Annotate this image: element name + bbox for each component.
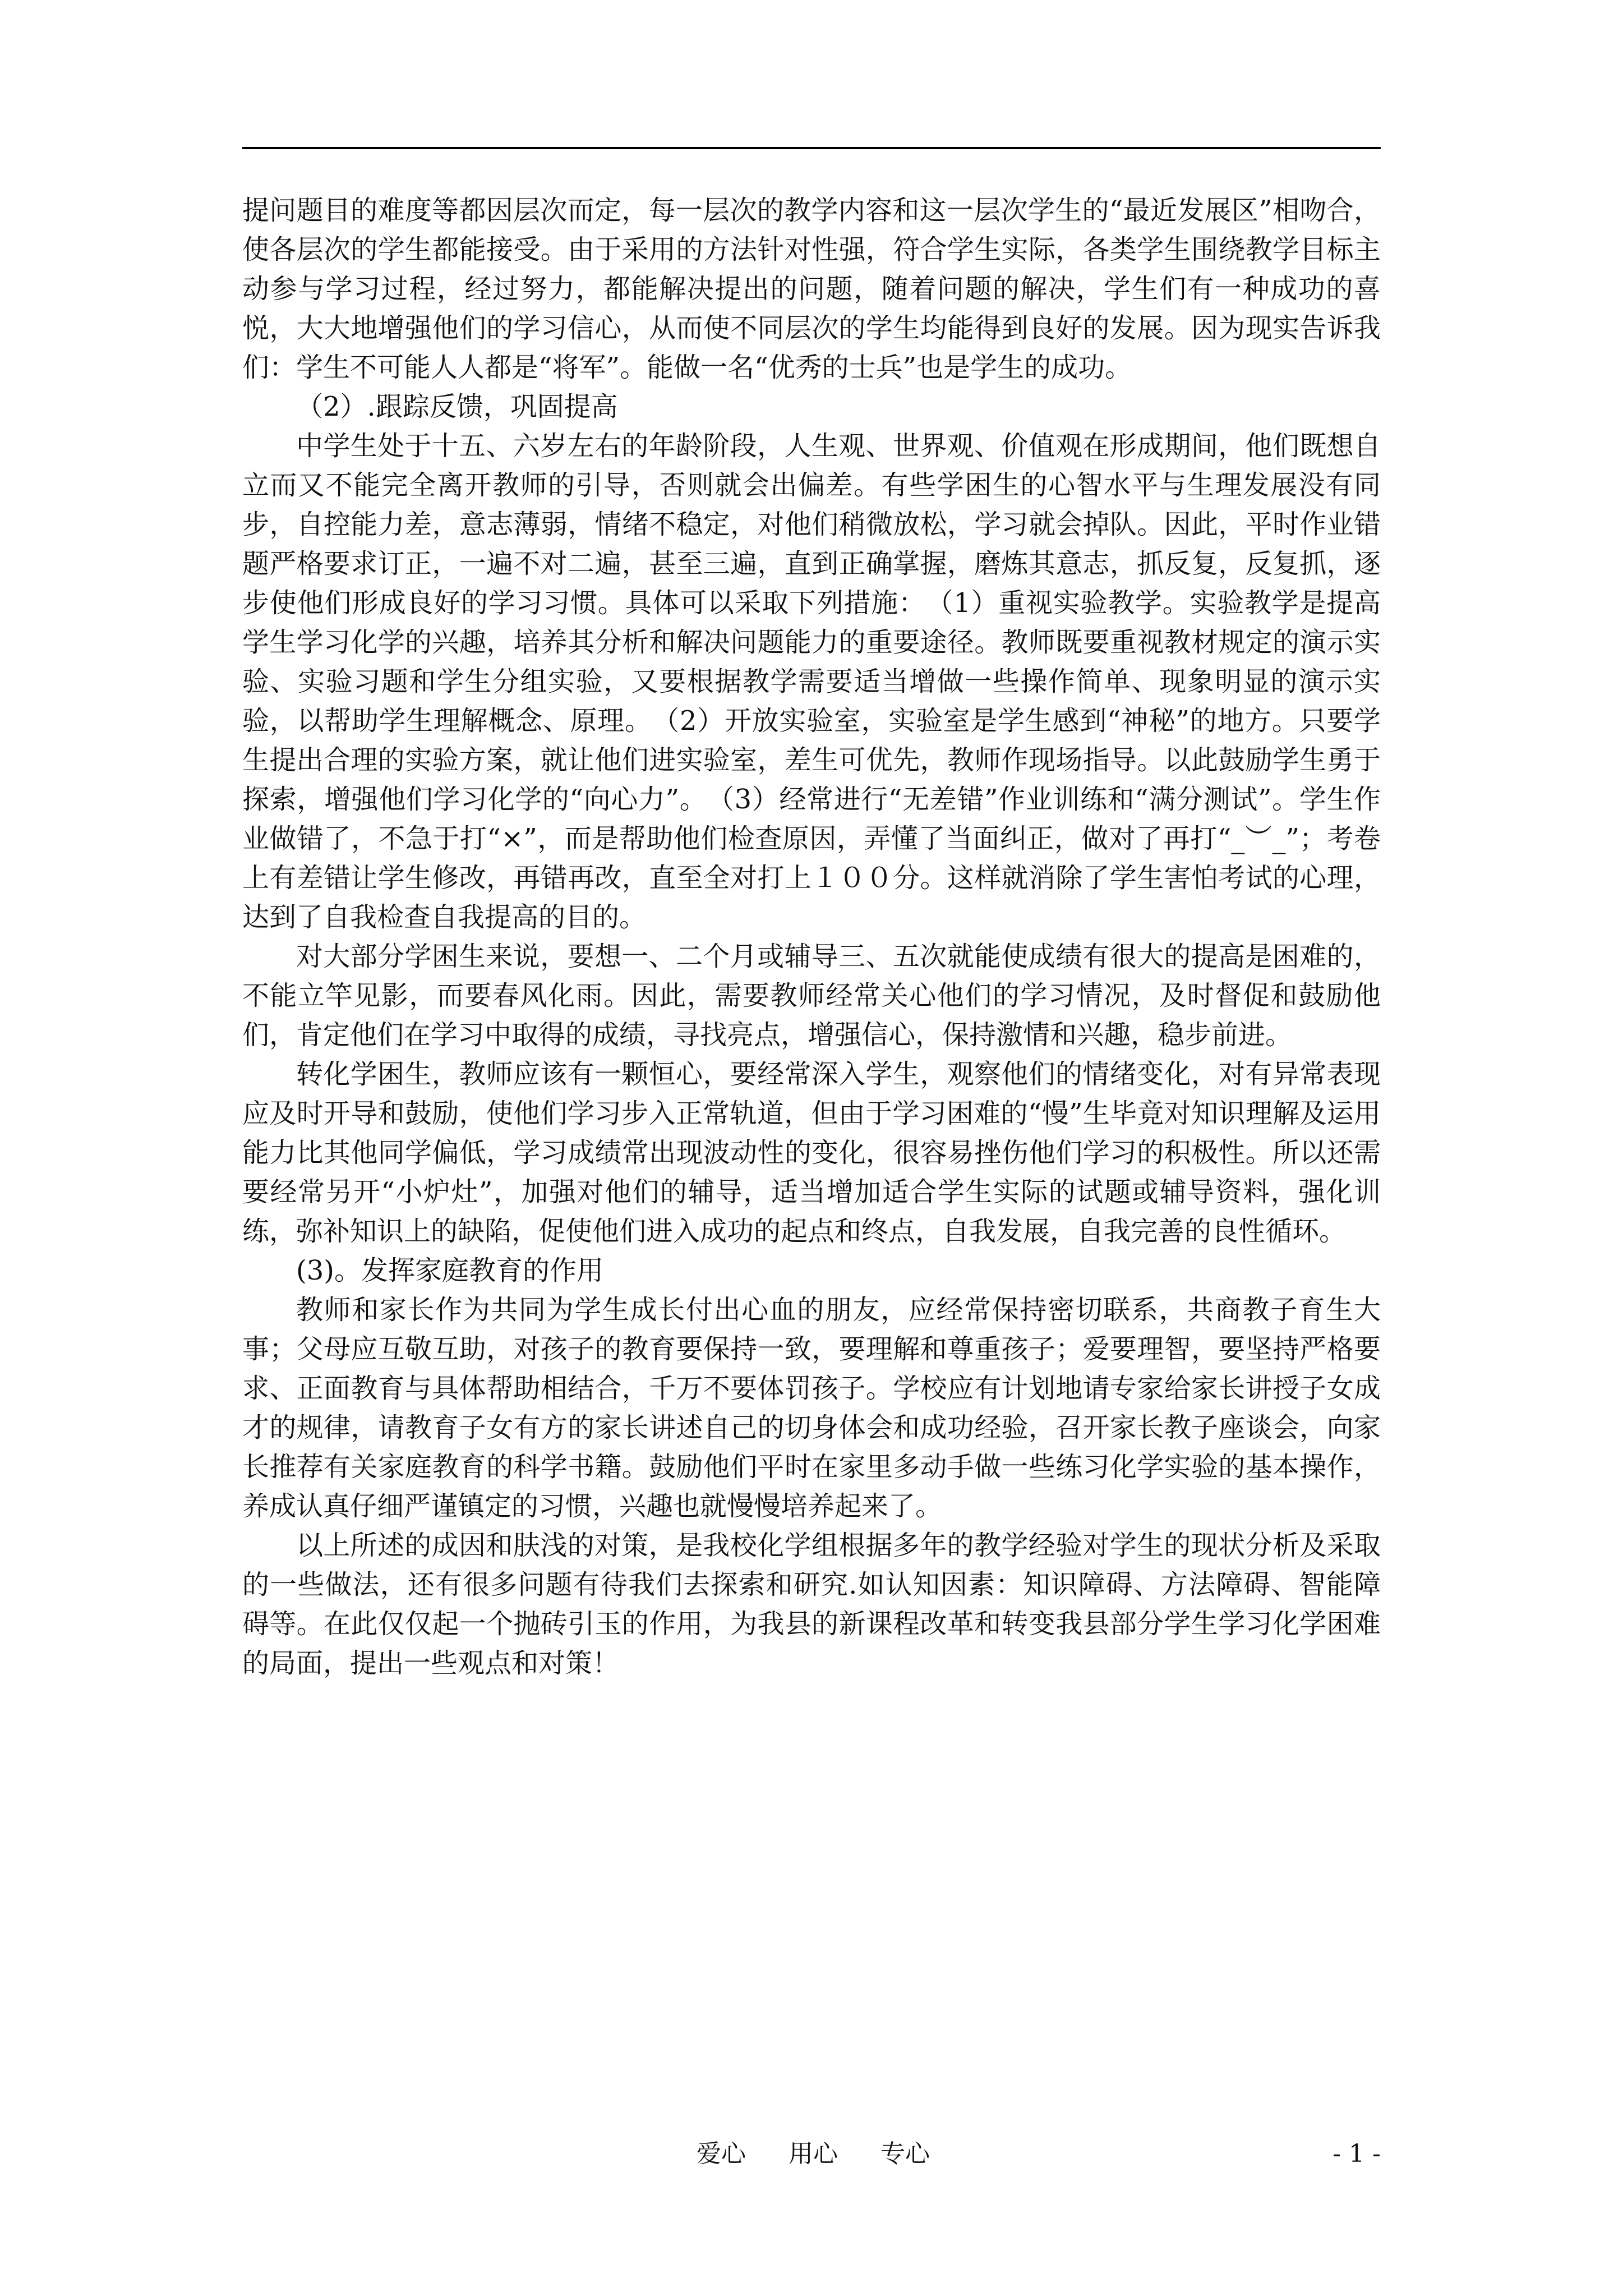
page-number: - 1 - (1332, 2139, 1381, 2168)
footer-motto-word: 爱心 (697, 2139, 746, 2168)
paragraph: 转化学困生，教师应该有一颗恒心，要经常深入学生，观察他们的情绪变化，对有异常表现应及时开导和鼓励，使他们学习步入正常轨道，但由于学习困难的“慢”生毕竟对知识理解及运用能力比其他同学偏低，学习成绩常出现波动性的变化，很容易挫伤他们学习的积极性。所以还需要经常另开“小炉灶”，加强对他们的辅导，适当增加适合学生实际的试题或辅导资料，强化训练，弥补知识上的缺陷，促使他们进入成功的起点和终点，自我发展，自我完善的良性循环。 (242, 1059, 1381, 1247)
section-heading: （2）.跟踪反馈，巩固提高 (296, 391, 618, 422)
paragraph: 中学生处于十五、六岁左右的年龄阶段，人生观、世界观、价值观在形成期间，他们既想自立而又不能完全离开教师的引导，否则就会出偏差。有些学困生的心智水平与生理发展没有同步，自控能力差，意志薄弱，情绪不稳定，对他们稍微放松，学习就会掉队。因此，平时作业错题严格要求订正，一遍不对二遍，甚至三遍，直到正确掌握，磨炼其意志，抓反复，反复抓，逐步使他们形成良好的学习习惯。具体可以采取下列措施： （1）重视实验教学。实验教学是提高学生学习化学的兴趣，培养其分析和解决问题能力的重要途径。教师既要重视教材规定的演示实验、实验习题和学生分组实验，又要根据教学需要适当增做一些操作简单、现象明显的演示实验，以帮助学生理解概念、原理。 （2）开放实验室，实验室是学生感到“神秘”的地方。只要学生提出合理的实验方案，就让他们进实验室，差生可优先，教师作现场指导。以此鼓励学生勇于探索，增强他们学习化学的“向心力”。 （3）经常进行“无差错”作业训练和“满分测试”。学生作业做错了，不急于打“×”，而是帮助他们检查原因，弄懂了当面纠正，做对了再打“_︶_”；考卷上有差错让学生修改，再错再改，直至全对打上１００分。这样就消除了学生害怕考试的心理，达到了自我检查自我提高的目的。 (242, 430, 1381, 933)
footer-motto-word: 专心 (880, 2139, 930, 2168)
section-heading: (3)。发挥家庭教育的作用 (296, 1255, 603, 1286)
paragraph: 提问题目的难度等都因层次而定，每一层次的教学内容和这一层次学生的“最近发展区”相吻合，使各层次的学生都能接受。由于采用的方法针对性强，符合学生实际，各类学生围绕教学目标主动参与学习过程，经过努力，都能解决提出的问题，随着问题的解决，学生们有一种成功的喜悦，大大地增强他们的学习信心，从而使不同层次的学生均能得到良好的发展。因为现实告诉我们：学生不可能人人都是“将军”。能做一名“优秀的士兵”也是学生的成功。 (242, 195, 1381, 383)
paragraph: 对大部分学困生来说，要想一、二个月或辅导三、五次就能使成绩有很大的提高是困难的，不能立竿见影，而要春风化雨。因此，需要教师经常关心他们的学习情况，及时督促和鼓励他们，肯定他们在学习中取得的成绩，寻找亮点，增强信心，保持激情和兴趣，稳步前进。 (242, 941, 1381, 1051)
footer-motto (673, 2137, 953, 2171)
header-rule (242, 147, 1381, 149)
paragraph: 以上所述的成因和肤浅的对策，是我校化学组根据多年的教学经验对学生的现状分析及采取的一些做法，还有很多问题有待我们去探索和研究.如认知因素：知识障碍、方法障碍、智能障碍等。在此仅仅起一个抛砖引玉的作用，为我县的新课程改革和转变我县部分学生学习化学困难的局面，提出一些观点和对策！ (242, 1530, 1381, 1679)
document-body (242, 191, 1381, 1683)
paragraph: 教师和家长作为共同为学生成长付出心血的朋友，应经常保持密切联系，共商教子育生大事；父母应互敬互助，对孩子的教育要保持一致，要理解和尊重孩子；爱要理智，要坚持严格要求、正面教育与具体帮助相结合，千万不要体罚孩子。学校应有计划地请专家给家长讲授子女成才的规律，请教育子女有方的家长讲述自己的切身体会和成功经验，召开家长教子座谈会，向家长推荐有关家庭教育的科学书籍。鼓励他们平时在家里多动手做一些练习化学实验的基本操作，养成认真仔细严谨镇定的习惯，兴趣也就慢慢培养起来了。 (242, 1294, 1381, 1522)
footer-motto-word: 用心 (789, 2139, 838, 2168)
